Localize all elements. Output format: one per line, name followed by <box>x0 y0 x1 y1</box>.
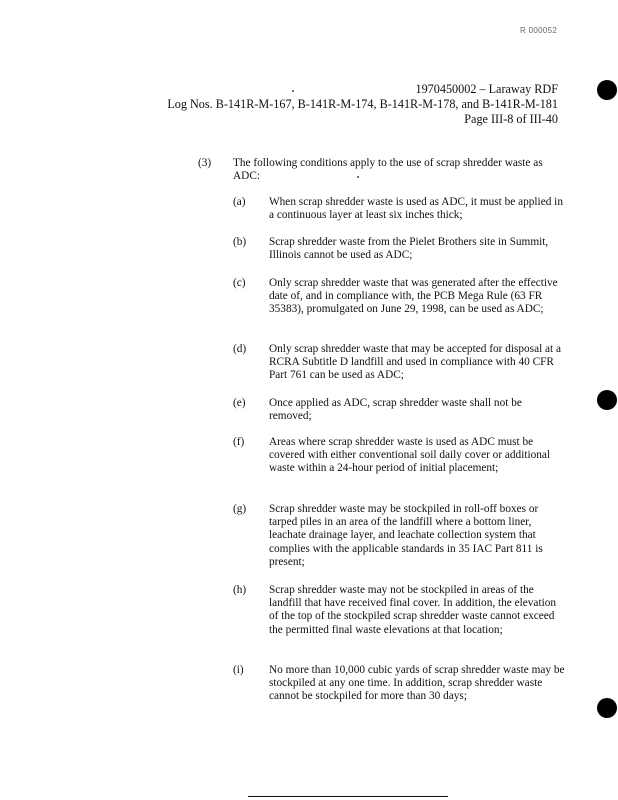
subitem-text: Scrap shredder waste may not be stockpiled in areas of the landfill that have received final cover. In addition, the elevation of the top of the stockpiled scrap shredder waste cannot exceed the permitted final waste elevations at that location; <box>269 584 557 636</box>
subitem-label: (b) <box>233 236 247 248</box>
scan-speck <box>357 176 359 178</box>
subitem-text: Scrap shredder waste may be stockpiled in roll-off boxes or tarped piles in an area of the landfill where a bottom liner, leachate drainage layer, and leachate collection system that complies with the applicable standards in 35 IAC Part 811 is present; <box>269 503 543 568</box>
subitem-text: Only scrap shredder waste that was generated after the effective date of, and in compliance with, the PCB Mega Rule (63 FR 35383), promulgated on June 29, 1998, can be used as ADC; <box>269 277 558 316</box>
header-facility: 1970450002 – Laraway RDF <box>415 82 558 96</box>
subitem-label: (i) <box>233 664 244 676</box>
header-page-number: Page III-8 of III-40 <box>464 112 558 126</box>
subitem-text: No more than 10,000 cubic yards of scrap shredder waste may be stockpiled at any one time. In addition, scrap shredder waste cannot be stockpiled for more than 30 days; <box>269 664 565 703</box>
condition-number: (3) <box>198 157 212 169</box>
subitem-text: Only scrap shredder waste that may be accepted for disposal at a RCRA Subtitle D landfill and used in compliance with 40 CFR Part 761 can be used as ADC; <box>269 343 562 382</box>
condition-text: The following conditions apply to the use of scrap shredder waste as ADC: <box>233 157 543 183</box>
punch-hole <box>597 698 617 718</box>
subitem-label: (e) <box>233 397 246 409</box>
subitem-text: When scrap shredder waste is used as ADC, it must be applied in a continuous layer at least six inches thick; <box>269 196 563 222</box>
subitem-text: Once applied as ADC, scrap shredder waste shall not be removed; <box>269 397 522 423</box>
subitem-label: (f) <box>233 436 245 448</box>
subitem-text: Scrap shredder waste from the Pielet Brothers site in Summit, Illinois cannot be used as ADC; <box>269 236 549 262</box>
subitem-label: (h) <box>233 584 247 596</box>
subitem-label: (g) <box>233 503 247 515</box>
subitem-text: Areas where scrap shredder waste is used as ADC must be covered with either conventional soil daily cover or additional waste within a 24-hour period of initial placement; <box>269 436 551 475</box>
punch-hole <box>597 80 617 100</box>
subitem-label: (a) <box>233 196 246 208</box>
header-log-numbers: Log Nos. B-141R-M-167, B-141R-M-174, B-141R-M-178, and B-141R-M-181 <box>167 97 558 111</box>
punch-hole <box>597 390 617 410</box>
document-header <box>167 82 558 127</box>
bates-stamp: R 000052 <box>520 26 558 35</box>
subitem-label: (d) <box>233 343 247 355</box>
scan-speck <box>292 90 294 92</box>
footer-rule <box>248 796 448 797</box>
subitem-label: (c) <box>233 277 246 289</box>
